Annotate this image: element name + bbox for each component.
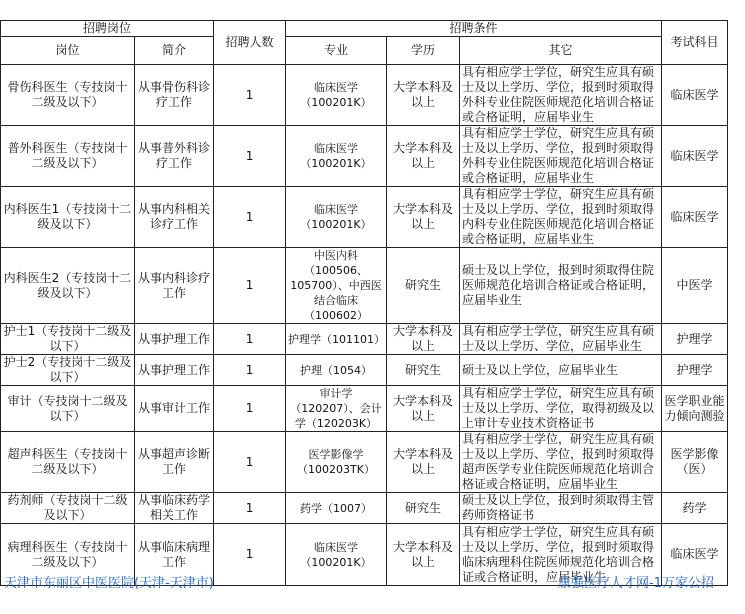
row-count: 1 [214,248,286,324]
row-exam: 药学 [662,493,728,524]
row-major: 护理（1054） [286,355,387,386]
row-other: 具有相应学士学位，研究生应具有硕士及以上学历、学位，报到时须取得超声医学专业住院医师规范化培训合格证或合格证明，应届毕业生 [460,432,662,493]
row-intro: 从事内科相关诊疗工作 [135,187,214,248]
row-major: 临床医学（100201K） [286,187,387,248]
row-major: 中医内科（100506、105700）、中西医结合临床（100602） [286,248,387,324]
row-major: 临床医学（100201K） [286,126,387,187]
recruitment-table [0,20,728,586]
row-intro: 从事超声诊断工作 [135,432,214,493]
row-major: 医学影像学（100203TK） [286,432,387,493]
row-exam: 临床医学 [662,126,728,187]
row-major: 临床医学（100201K） [286,524,387,586]
row-post: 病理科医生（专技岗十二级及以下） [1,524,135,586]
table-row [1,432,728,493]
header-count: 招聘人数 [214,21,286,65]
row-count: 1 [214,126,286,187]
row-exam: 护理学 [662,355,728,386]
row-major: 护理学（101101） [286,324,387,355]
row-intro: 从事护理工作 [135,355,214,386]
row-other: 硕士及以上学位，应届毕业生 [460,355,662,386]
row-edu: 研究生 [387,248,460,324]
header-edu: 学历 [387,37,460,65]
table-row [1,355,728,386]
row-edu: 大学本科及以上 [387,187,460,248]
header-group-conditions: 招聘条件 [286,21,662,37]
row-count: 1 [214,524,286,586]
row-other: 硕士及以上学位，报到时须取得住院医师规范化培训合格证或合格证明，应届毕业生 [460,248,662,324]
row-major: 临床医学（100201K） [286,65,387,126]
table-row [1,187,728,248]
row-exam: 临床医学 [662,524,728,586]
row-exam: 中医学 [662,248,728,324]
row-other: 具有相应学士学位，研究生应具有硕士及以上学历、学位，应届毕业生 [460,324,662,355]
row-other: 具有相应学士学位，研究生应具有硕士及以上学历、学位，报到时须取得临床病理科住院医师规范化培训合格证或合格证明，应届毕业生 [460,524,662,586]
row-intro: 从事内科诊疗工作 [135,248,214,324]
row-major: 审计学（120207）、会计学（120203K） [286,386,387,432]
row-edu: 研究生 [387,493,460,524]
header-post: 岗位 [1,37,135,65]
row-post: 护士2（专技岗十二级及以下） [1,355,135,386]
row-exam: 医学影像（医） [662,432,728,493]
row-edu: 研究生 [387,355,460,386]
row-count: 1 [214,493,286,524]
row-count: 1 [214,386,286,432]
header-exam: 考试科目 [662,21,728,65]
row-post: 内科医生2（专技岗十二级及以下） [1,248,135,324]
row-count: 1 [214,65,286,126]
row-intro: 从事审计工作 [135,386,214,432]
table-row [1,386,728,432]
row-other: 具有相应学士学位，研究生应具有硕士及以上学历、学位，报到时须取得外科专业住院医师规范化培训合格证或合格证明，应届毕业生 [460,65,662,126]
table-row [1,126,728,187]
row-count: 1 [214,324,286,355]
row-intro: 从事临床药学相关工作 [135,493,214,524]
footer-hospital-name: 天津市东丽区中医医院(天津-天津市) [4,576,214,591]
row-exam: 临床医学 [662,65,728,126]
row-intro: 从事护理工作 [135,324,214,355]
row-exam: 护理学 [662,324,728,355]
row-edu: 大学本科及以上 [387,524,460,586]
row-post: 审计（专技岗十二级及以下） [1,386,135,432]
row-intro: 从事临床病理工作 [135,524,214,586]
table-row [1,248,728,324]
header-intro: 简介 [135,37,214,65]
row-intro: 从事骨伤科诊疗工作 [135,65,214,126]
row-count: 1 [214,355,286,386]
row-edu: 大学本科及以上 [387,432,460,493]
table-row [1,324,728,355]
row-edu: 大学本科及以上 [387,324,460,355]
row-post: 普外科医生（专技岗十二级及以下） [1,126,135,187]
footer-site-link[interactable]: 康强医疗人才网-1万家公招 [558,576,714,591]
row-post: 药剂师（专技岗十二级及以下） [1,493,135,524]
header-other: 其它 [460,37,662,65]
row-post: 内科医生1（专技岗十二级及以下） [1,187,135,248]
row-edu: 大学本科及以上 [387,65,460,126]
row-intro: 从事普外科诊疗工作 [135,126,214,187]
row-edu: 大学本科及以上 [387,386,460,432]
row-other: 具有相应学士学位，研究生应具有硕士及以上学历、学位，取得初级及以上审计专业技术资格证书 [460,386,662,432]
row-exam: 临床医学 [662,187,728,248]
row-count: 1 [214,187,286,248]
row-count: 1 [214,432,286,493]
row-post: 超声科医生（专技岗十二级及以下） [1,432,135,493]
header-major: 专业 [286,37,387,65]
table-row [1,65,728,126]
row-other: 具有相应学士学位，研究生应具有硕士及以上学历、学位，报到时须取得外科专业住院医师规范化培训合格证或合格证明，应届毕业生 [460,126,662,187]
row-post: 护士1（专技岗十二级及以下） [1,324,135,355]
table-row [1,493,728,524]
row-other: 硕士及以上学位，报到时须取得主管药师资格证书 [460,493,662,524]
row-post: 骨伤科医生（专技岗十二级及以下） [1,65,135,126]
row-exam: 医学职业能力倾向测验 [662,386,728,432]
header-group-post: 招聘岗位 [1,21,214,37]
row-major: 药学（1007） [286,493,387,524]
row-other: 具有相应学士学位，研究生应具有硕士及以上学历、学位，报到时须取得内科专业住院医师规范化培训合格证或合格证明，应届毕业生 [460,187,662,248]
row-edu: 大学本科及以上 [387,126,460,187]
